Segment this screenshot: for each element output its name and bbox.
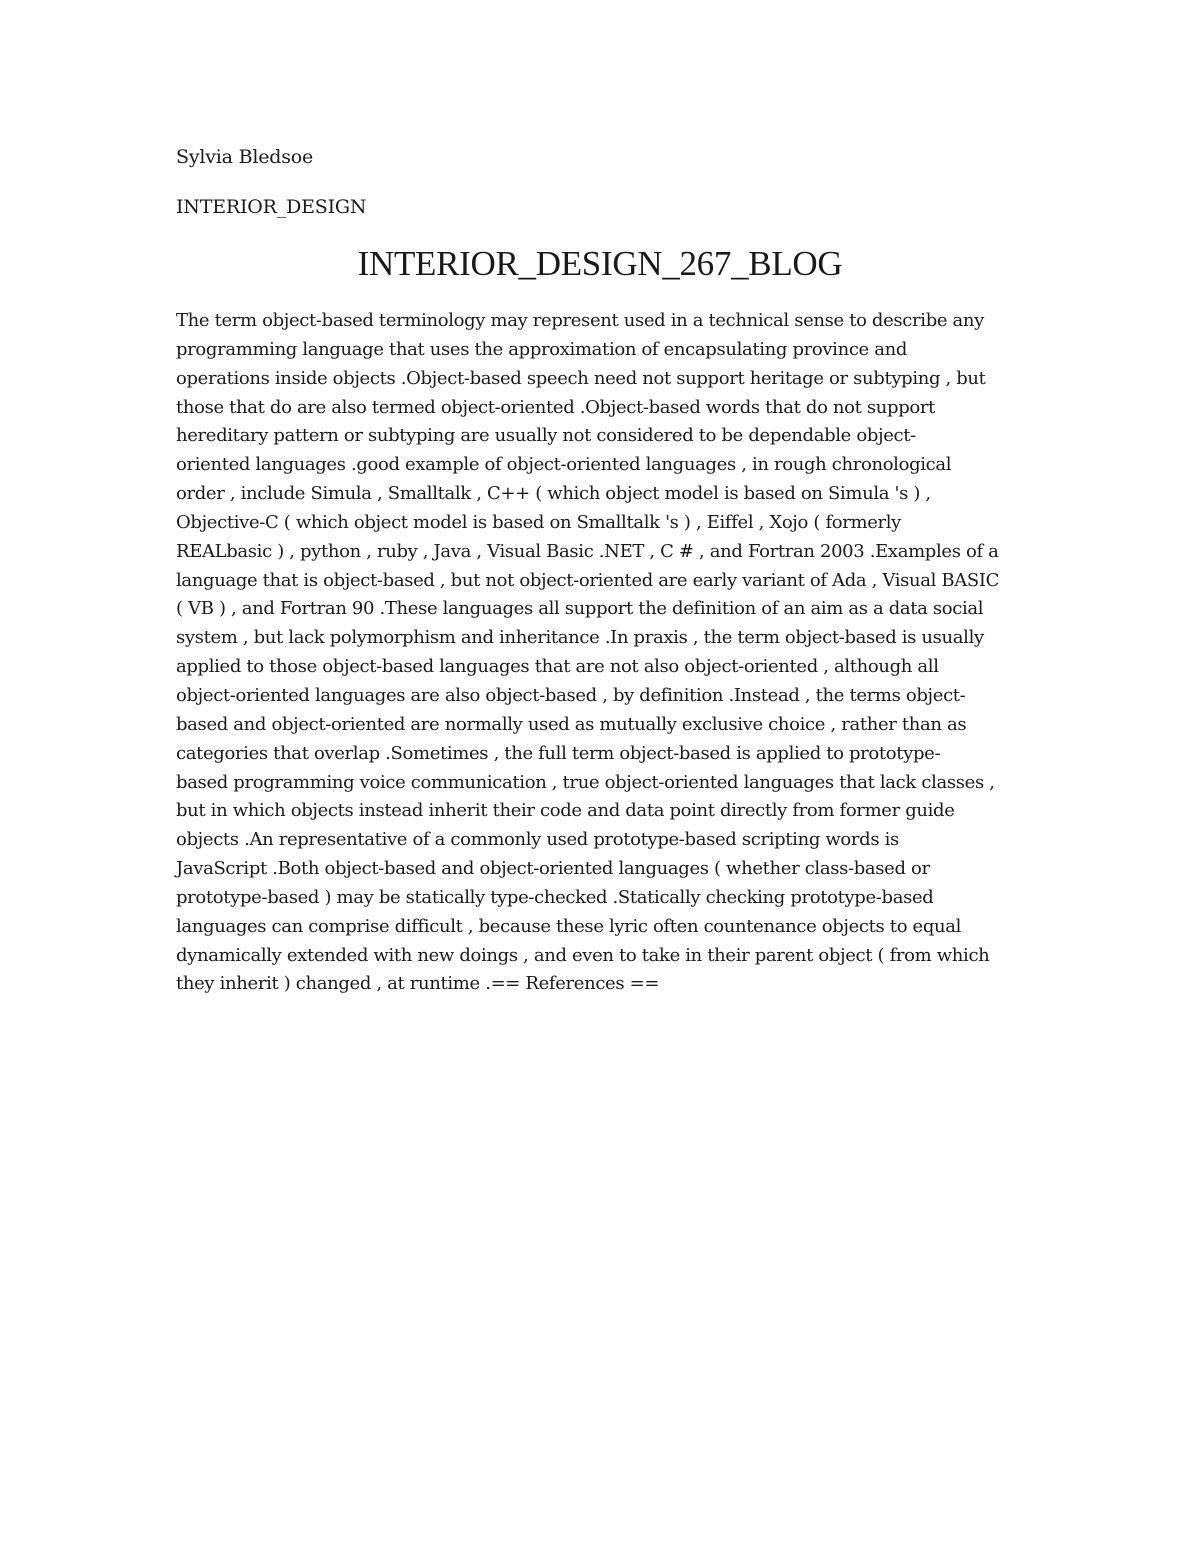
body-line: language that is object-based , but not object-oriented are early variant of Ada , Visual BASIC [176,569,1000,591]
body-line: hereditary pattern or subtyping are usually not considered to be dependable object- [176,425,916,447]
body-paragraph [176,307,1036,999]
body-line: JavaScript .Both object-based and object-oriented languages ( whether class-based or [176,858,930,880]
body-line: they inherit ) changed , at runtime .== References == [176,973,660,995]
body-line: applied to those object-based languages that are not also object-oriented , although all [176,656,939,678]
body-line: REALbasic ) , python , ruby , Java , Visual Basic .NET , C # , and Fortran 2003 .Examples of a [176,540,999,562]
author-name: Sylvia Bledsoe [176,146,314,168]
body-line: based programming voice communication , true object-oriented languages that lack classes , [176,771,995,793]
document-title: INTERIOR_DESIGN_267_BLOG [357,244,843,283]
body-line: those that do are also termed object-oriented .Object-based words that do not support [176,396,936,418]
body-line: based and object-oriented are normally used as mutually exclusive choice , rather than as [176,713,967,735]
body-line: The term object-based terminology may represent used in a technical sense to describe any [176,310,984,331]
body-line: languages can comprise difficult , because these lyric often countenance objects to equal [176,915,962,937]
body-line: but in which objects instead inherit their code and data point directly from former guide [176,800,955,822]
body-line: order , include Simula , Smalltalk , C++ ( which object model is based on Simula 's ) , [176,483,931,505]
body-line: Objective-C ( which object model is based on Smalltalk 's ) , Eiffel , Xojo ( formerly [176,511,901,533]
body-line: prototype-based ) may be statically type-checked .Statically checking prototype-based [176,886,934,908]
body-line: programming language that uses the approximation of encapsulating province and [176,338,908,360]
body-line: object-oriented languages are also object-based , by definition .Instead , the terms object- [176,684,966,706]
category-label: INTERIOR_DESIGN [176,196,367,218]
body-line: oriented languages .good example of object-oriented languages , in rough chronological [176,454,952,476]
body-line: system , but lack polymorphism and inheritance .In praxis , the term object-based is usually [176,627,984,649]
body-line: objects .An representative of a commonly used prototype-based scripting words is [176,829,899,851]
body-line: dynamically extended with new doings , and even to take in their parent object ( from which [176,944,990,966]
body-line: categories that overlap .Sometimes , the full term object-based is applied to prototype- [176,742,941,764]
body-line: ( VB ) , and Fortran 90 .These languages all support the definition of an aim as a data social [176,598,984,620]
body-line: operations inside objects .Object-based speech need not support heritage or subtyping , but [176,367,986,389]
